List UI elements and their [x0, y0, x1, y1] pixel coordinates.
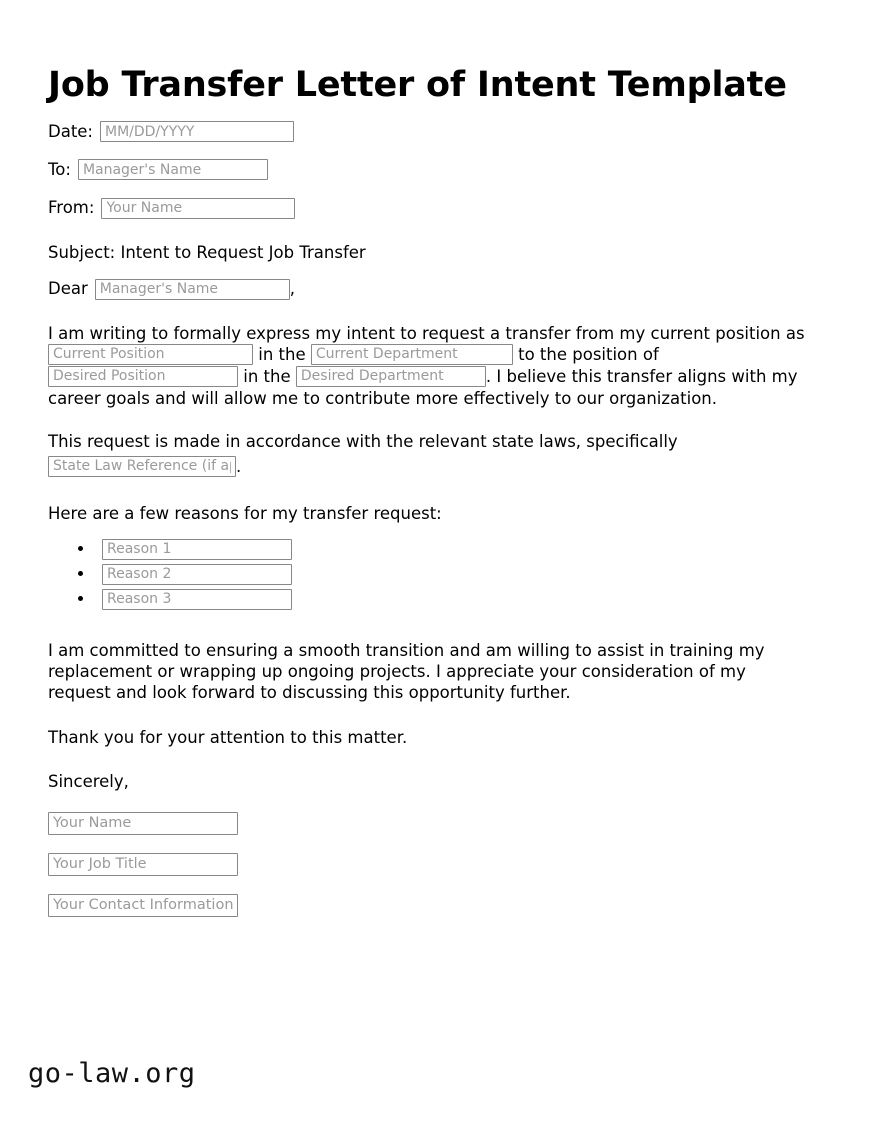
bullet-icon [78, 546, 83, 551]
reason-1-input[interactable] [102, 539, 292, 560]
body-intro-paragraph [48, 323, 807, 409]
intro-text-part-3: to the position of [518, 344, 659, 364]
list-item [78, 564, 807, 587]
intro-text-part-2: in the [258, 344, 306, 364]
to-row [48, 159, 807, 181]
sincerely-text: Sincerely, [48, 771, 129, 791]
commitment-paragraph: I am committed to ensuring a smooth transition and am willing to assist in training my replacement or wrapping up ongoing projects. I appreciate your consideration of my request and look forward to discussing this opportunity further. [48, 640, 765, 702]
reasons-intro-text: Here are a few reasons for my transfer request: [48, 503, 442, 523]
date-label: Date: [48, 121, 93, 141]
intro-text-part-4: in the [243, 366, 291, 386]
from-row [48, 197, 807, 219]
desired-department-input[interactable] [296, 366, 486, 387]
state-law-text-part-2: . [236, 456, 242, 476]
from-name-input[interactable] [101, 198, 295, 219]
signature-contact-input[interactable] [48, 894, 238, 917]
intro-text-part-5: . I believe this transfer aligns with my career goals and will allow me to contribute more effectively to our organization. [48, 366, 798, 408]
state-law-reference-input[interactable] [48, 456, 236, 477]
site-watermark: go-law.org [28, 1058, 196, 1089]
thanks-paragraph: Thank you for your attention to this matter. [48, 727, 408, 747]
reason-2-input[interactable] [102, 564, 292, 585]
state-law-paragraph [48, 431, 807, 478]
page-title: Job Transfer Letter of Intent Template [48, 65, 787, 105]
state-law-text-part-1: This request is made in accordance with the relevant state laws, specifically [48, 431, 678, 451]
current-position-input[interactable] [48, 344, 253, 365]
signature-job-title-input[interactable] [48, 853, 238, 876]
salutation-manager-input[interactable] [95, 279, 290, 300]
to-manager-input[interactable] [78, 159, 268, 180]
subject-line: Subject: Intent to Request Job Transfer [48, 243, 366, 263]
list-item [78, 589, 807, 612]
signature-block [48, 812, 807, 917]
signature-name-input[interactable] [48, 812, 238, 835]
from-label: From: [48, 198, 95, 218]
date-input[interactable] [100, 121, 294, 142]
salutation-row [48, 278, 807, 300]
desired-position-input[interactable] [48, 366, 238, 387]
current-department-input[interactable] [311, 344, 513, 365]
list-item [78, 539, 807, 562]
date-row [48, 121, 807, 143]
salutation-comma: , [289, 279, 296, 299]
intro-text-part-1: I am writing to formally express my intent to request a transfer from my current position as [48, 323, 805, 343]
state-law-field-wrap [48, 456, 807, 478]
bullet-icon [78, 596, 83, 601]
reasons-list [48, 539, 807, 612]
reason-3-input[interactable] [102, 589, 292, 610]
dear-label: Dear [48, 279, 88, 299]
to-label: To: [48, 159, 71, 179]
bullet-icon [78, 571, 83, 576]
